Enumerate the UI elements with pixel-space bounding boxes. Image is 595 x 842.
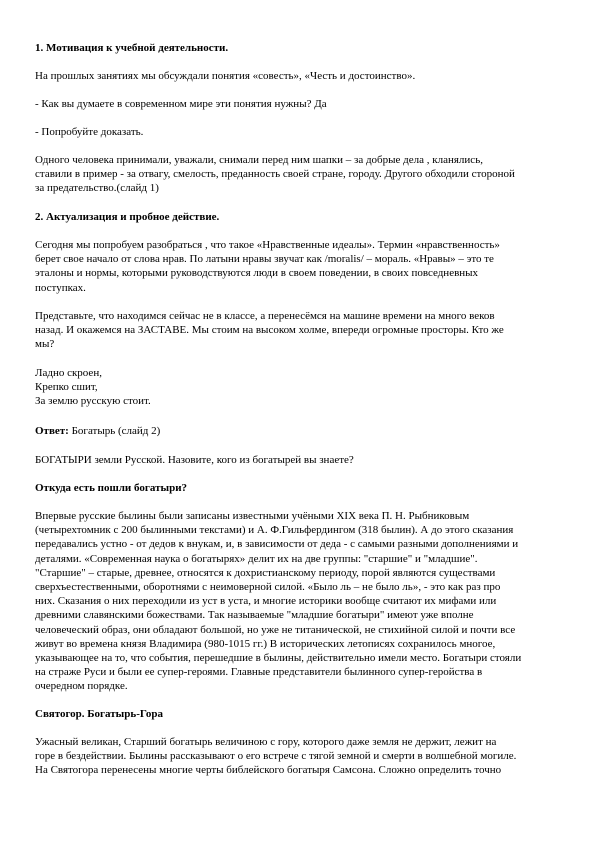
paragraph-byliny-history xyxy=(35,509,561,694)
text-line: Одного человека принимали, уважали, снимали перед ним шапки – за добрые дела , кланялись, xyxy=(35,154,483,166)
answer-text: Богатырь (слайд 2) xyxy=(68,425,161,437)
paragraph-time-machine xyxy=(35,309,561,352)
text-line: передавались устно - от дедов к внукам, и, в зависимости от деда - с самыми разными дополнениями и xyxy=(35,538,519,551)
text-line: древними славянскими божествами. Так называемые "младшие богатыри" имеют уже вполне xyxy=(35,609,474,622)
answer-line xyxy=(35,424,561,438)
text-line: Впервые русские былины были записаны известными учёными XIX века П. Н. Рыбниковым xyxy=(35,510,470,522)
paragraph-svyatogor xyxy=(35,735,561,778)
text-line: сверхъестественными, оборотнями с неимоверной силой. «Было ль – не было ль», - это как раз про xyxy=(35,581,501,594)
prompt-prove: - Попробуйте доказать. xyxy=(35,126,144,138)
poem-line: Ладно скроен, xyxy=(35,367,102,379)
text-line: горе в бездействии. Былины рассказывают о его встрече с тягой земной и смерти в волшебной могиле. xyxy=(35,750,517,763)
text-line: живут во времена князя Владимира (980-1015 гг.) В исторических летописях сохранилось многое, xyxy=(35,637,496,650)
text-line: Ужасный великан, Старший богатырь величиною с гору, которого даже земля не держит, лежит на xyxy=(35,736,497,748)
text-line: поступках. xyxy=(35,281,86,294)
text-line: Сегодня мы попробуем разобраться , что такое «Нравственные идеалы». Термин «нравственность» xyxy=(35,239,500,251)
text-line: мы? xyxy=(35,338,55,351)
answer-label: Ответ: xyxy=(35,425,69,437)
section-heading-actualization: 2. Актуализация и пробное действие. xyxy=(35,211,220,223)
text-line: за предательство.(слайд 1) xyxy=(35,182,159,195)
paragraph-previous-lessons: На прошлых занятиях мы обсуждали понятия «совесть», «Честь и достоинство». xyxy=(35,70,416,82)
section-heading-svyatogor: Святогор. Богатырь-Гора xyxy=(35,708,164,720)
section-heading-origins: Откуда есть пошли богатыри? xyxy=(35,482,188,494)
text-line: на страже Руси и были ее супер-героями. Главные представители былинного супер-геройства в xyxy=(35,666,483,679)
text-line: назад. И окажемся на ЗАСТАВЕ. Мы стоим на высоком холме, впереди огромные просторы. Кто же xyxy=(35,324,504,337)
text-line: Представьте, что находимся сейчас не в классе, а перенесёмся на машине времени на много веков xyxy=(35,310,495,322)
text-line: ставили в пример - за отвагу, смелость, преданность своей стране, городу. Другого обходили стороной xyxy=(35,168,515,181)
text-line: На Святогора перенесены многие черты библейского богатыря Самсона. Сложно определить точно xyxy=(35,764,502,777)
text-line: (четырехтомник с 200 былинными текстами) и А. Ф.Гильфердингом (318 былин). А до этого сказания xyxy=(35,524,514,537)
poem-line: Крепко сшит, xyxy=(35,381,98,394)
poem-line: За землю русскую стоит. xyxy=(35,395,151,408)
text-line: указывающее на то, что события, перешедшие в былины, действительно имели место. Богатыри стояли xyxy=(35,652,522,665)
text-line: человеческий образ, они обладают большой, но уже не титанической, не стихийной силой и почти все xyxy=(35,623,516,636)
text-line: деталями. «Современная наука о богатырях» делит их на две группы: "старшие" и "младшие". xyxy=(35,552,478,565)
paragraph-bogatyri-question: БОГАТЫРИ земли Русской. Назовите, кого из богатырей вы знаете? xyxy=(35,454,354,466)
text-line: них. Сказания о них переходили из уст в уста, и многие историки вообще считают их мифами или xyxy=(35,595,497,608)
text-line: очередном порядке. xyxy=(35,680,128,693)
question-modern-world: - Как вы думаете в современном мире эти понятия нужны? Да xyxy=(35,98,327,110)
paragraph-moral-ideals xyxy=(35,238,561,295)
text-line: "Старшие" – старые, древнее, относятся к дохристианскому периоду, порой являются существами xyxy=(35,566,496,579)
section-heading-motivation: 1. Мотивация к учебной деятельности. xyxy=(35,42,229,54)
paragraph-respect xyxy=(35,153,561,196)
riddle-poem xyxy=(35,366,561,409)
text-line: берет свое начало от слова нрав. По латыни нравы звучат как /moralis/ – мораль. «Нравы» – это те xyxy=(35,253,494,266)
text-line: эталоны и нормы, которыми руководствуются люди в своем поведении, в своих повседневных xyxy=(35,267,479,280)
